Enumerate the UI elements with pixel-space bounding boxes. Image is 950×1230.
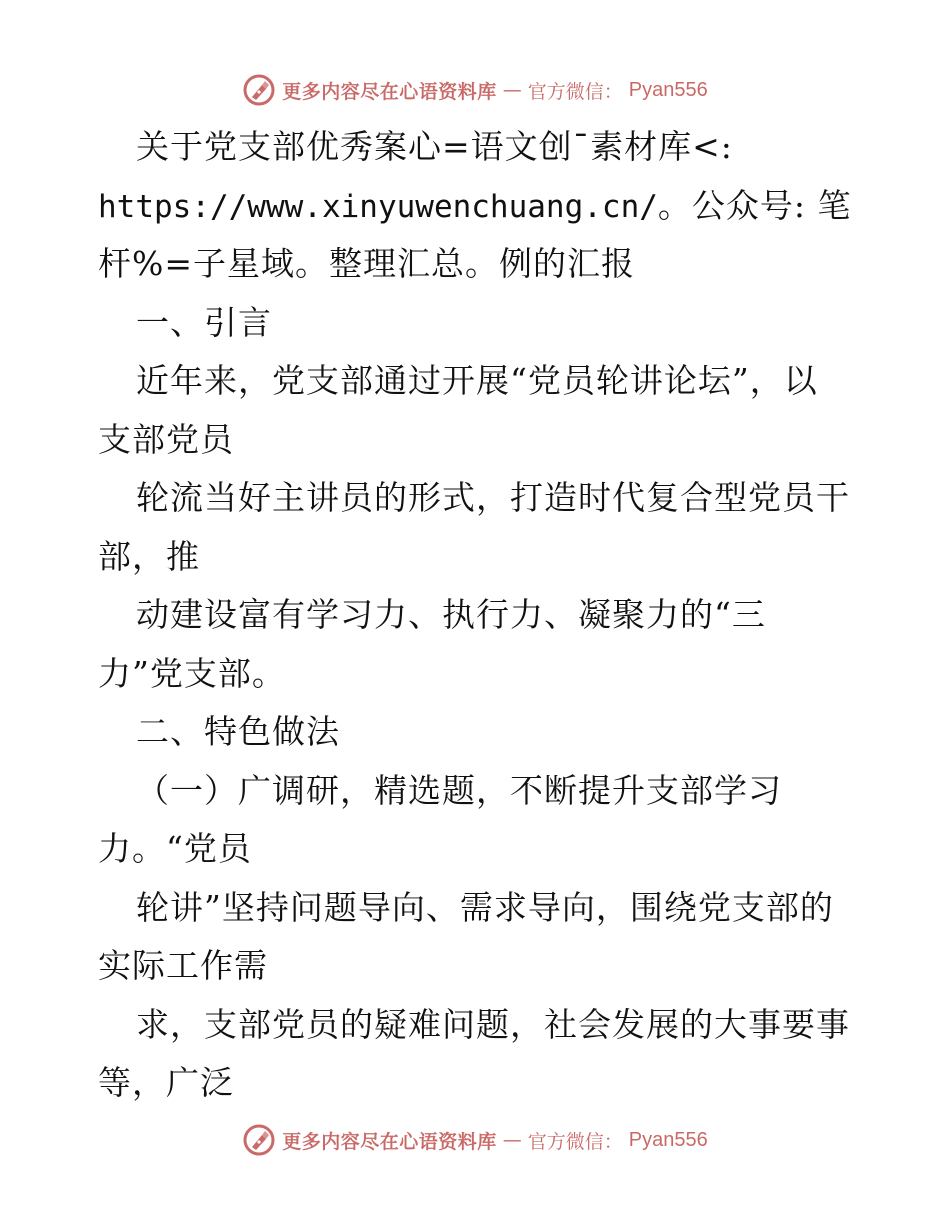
banner-wechat-id: Pyan556	[628, 78, 708, 101]
text-line: 一、引言	[136, 302, 272, 342]
text-line: 轮流当好主讲员的形式，打造时代复合型党员干	[136, 478, 850, 517]
text-line: 动建设富有学习力、执行力、凝聚力的“三	[136, 595, 766, 634]
text-line: 近年来，党支部通过开展“党员轮讲论坛”，以	[136, 361, 818, 400]
footer-banner	[0, 1120, 950, 1160]
text-line: 力。“党员	[98, 829, 252, 868]
header-banner	[0, 70, 950, 110]
banner-site-text: 更多内容尽在心语资料库	[282, 80, 497, 103]
text-line: 实际工作需	[98, 946, 268, 985]
banner-wechat-label: 官方微信：	[527, 1130, 623, 1153]
banner-site-text: 更多内容尽在心语资料库	[282, 1130, 497, 1153]
pen-nib-seal-icon	[242, 1123, 276, 1157]
banner-wechat-label: 官方微信：	[527, 80, 623, 103]
document-body	[98, 118, 858, 1113]
text-line: 力”党支部。	[98, 653, 286, 693]
text-line: 部，推	[98, 536, 200, 576]
text-line: 支部党员	[98, 419, 234, 459]
banner-dash: —	[502, 79, 522, 101]
banner-wechat-id: Pyan556	[628, 1128, 708, 1151]
text-line: 杆%=子星域。整理汇总。例的汇报	[98, 244, 636, 283]
text-line: （一）广调研，精选题，不断提升支部学习	[136, 770, 782, 810]
line-rest-text: 。公众号: 笔	[657, 185, 852, 225]
text-line: 关于党支部优秀案心=语文创¯素材库<:	[136, 127, 733, 166]
text-line: 等，广泛	[98, 1063, 234, 1102]
text-line: 求，支部党员的疑难问题，社会发展的大事要事	[136, 1004, 850, 1044]
text-line	[98, 177, 858, 236]
pen-nib-seal-icon	[242, 73, 276, 107]
text-line: 二、特色做法	[136, 712, 340, 751]
banner-dash: —	[502, 1129, 522, 1151]
url-text: https://www.xinyuwenchuang.cn/	[98, 188, 658, 225]
text-line: 轮讲”坚持问题导向、需求导向，围绕党支部的	[136, 887, 834, 927]
